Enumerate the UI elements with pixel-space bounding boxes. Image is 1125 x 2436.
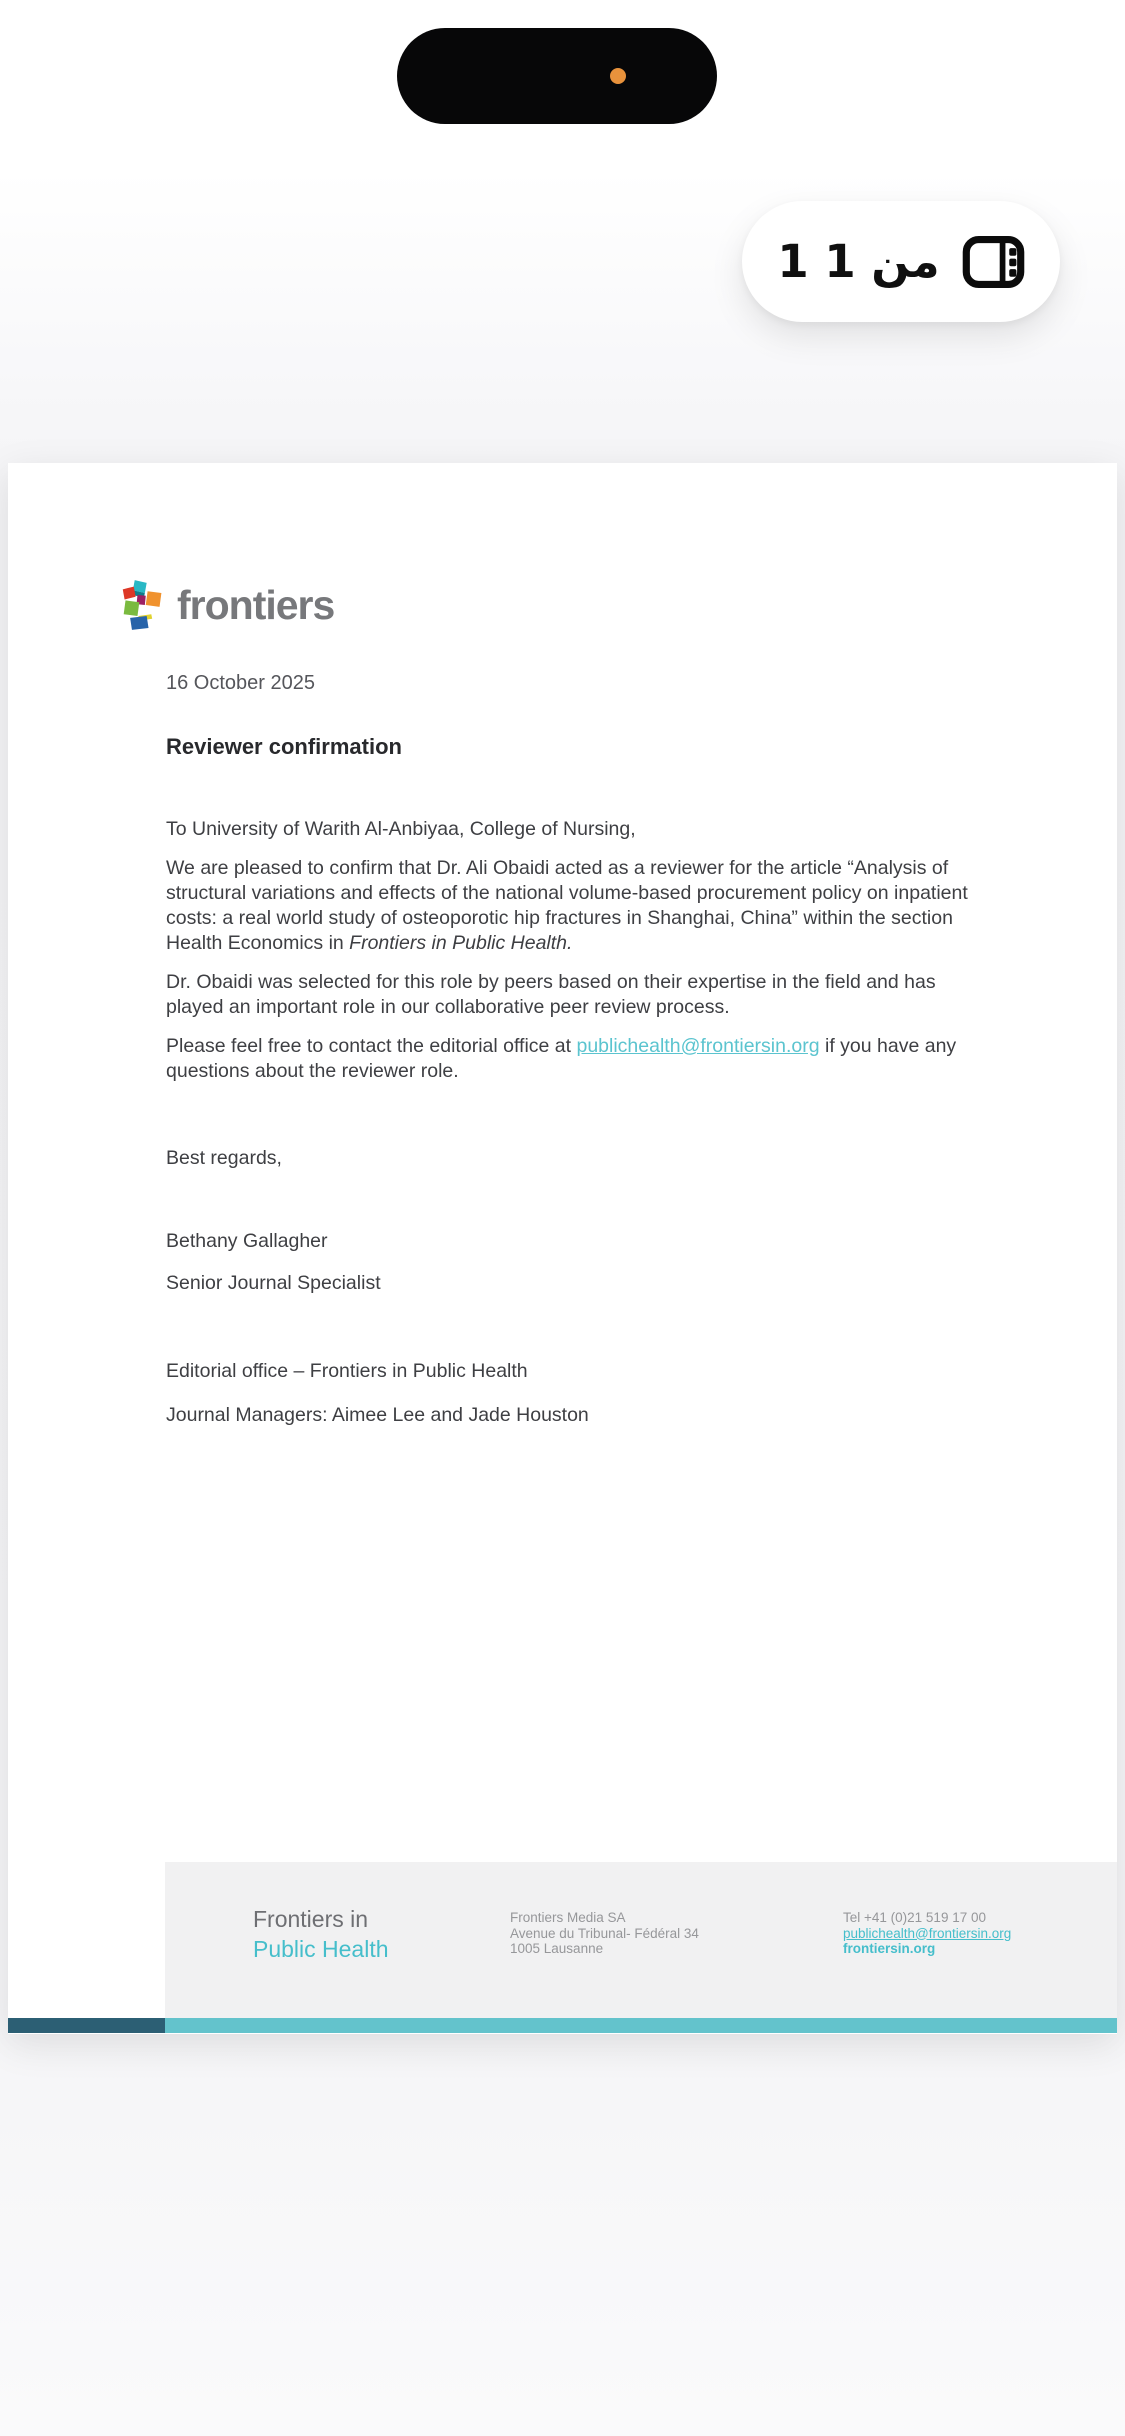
frontiers-logo-text: frontiers [177, 581, 335, 628]
page-count-pill[interactable] [742, 201, 1060, 322]
footer-journal-name: Public Health [253, 1936, 389, 1962]
journal-name-italic: Frontiers in Public Health. [349, 932, 573, 954]
page-thumbnails-icon [962, 235, 1025, 289]
footer-address-line1: Frontiers Media SA [510, 1910, 626, 1925]
dynamic-island[interactable] [397, 28, 717, 124]
footer-bar-teal-segment [165, 2018, 1117, 2033]
frontiers-cubes-icon [120, 579, 166, 631]
closing-line: Best regards, [166, 1147, 282, 1169]
signature-role: Senior Journal Specialist [166, 1272, 381, 1294]
footer-address-line2: Avenue du Tribunal- Fédéral 34 [510, 1925, 699, 1941]
recipient-line: To University of Warith Al-Anbiyaa, College of Nursing, [166, 818, 636, 840]
selection-paragraph: Dr. Obaidi was selected for this role by peers based on their expertise in the field and has played an important role in our collaborative peer review process. [166, 971, 936, 1018]
journal-managers-line: Journal Managers: Aimee Lee and Jade Houston [166, 1404, 589, 1426]
page-count-label: 1 من 1 [777, 235, 940, 288]
footer-journal-prefix: Frontiers in [253, 1906, 369, 1932]
frontiers-logo [120, 579, 334, 631]
article-paragraph [166, 856, 971, 956]
footer-address-block [510, 1910, 699, 1957]
letter-date: 16 October 2025 [166, 672, 315, 694]
signature-name: Bethany Gallagher [166, 1230, 328, 1252]
microphone-indicator-dot [610, 68, 626, 84]
footer-email-link[interactable]: publichealth@frontiersin.org [843, 1925, 1012, 1941]
footer-website-link[interactable]: frontiersin.org [843, 1941, 936, 1956]
footer-address-line3: 1005 Lausanne [510, 1941, 604, 1956]
editorial-office-line: Editorial office – Frontiers in Public Health [166, 1360, 528, 1382]
footer-journal-block [253, 1904, 389, 1964]
contact-paragraph-before: Please feel free to contact the editorial office at [166, 1035, 577, 1057]
editorial-office-email-link[interactable]: publichealth@frontiersin.org [576, 1035, 820, 1057]
letter-body [166, 817, 971, 1428]
letter-title: Reviewer confirmation [166, 734, 402, 759]
footer-contact-block [843, 1910, 1011, 1957]
footer-color-bar [8, 2018, 1117, 2033]
article-paragraph-text: We are pleased to confirm that Dr. Ali Obaidi acted as a reviewer for the article “Analysis of structural variations and effects of the national volume-based procurement policy on inpatient costs: a real world study of osteoporotic hip fractures in Shanghai, China” within the section Health Economics in [166, 857, 968, 954]
footer-tel: Tel +41 (0)21 519 17 00 [843, 1910, 986, 1925]
letter-footer [165, 1862, 1117, 2018]
footer-bar-dark-segment [8, 2018, 165, 2033]
contact-paragraph-after: if you have any questions about the reviewer role. [166, 1035, 957, 1082]
document-page [8, 463, 1117, 2034]
contact-paragraph [166, 1034, 971, 1084]
